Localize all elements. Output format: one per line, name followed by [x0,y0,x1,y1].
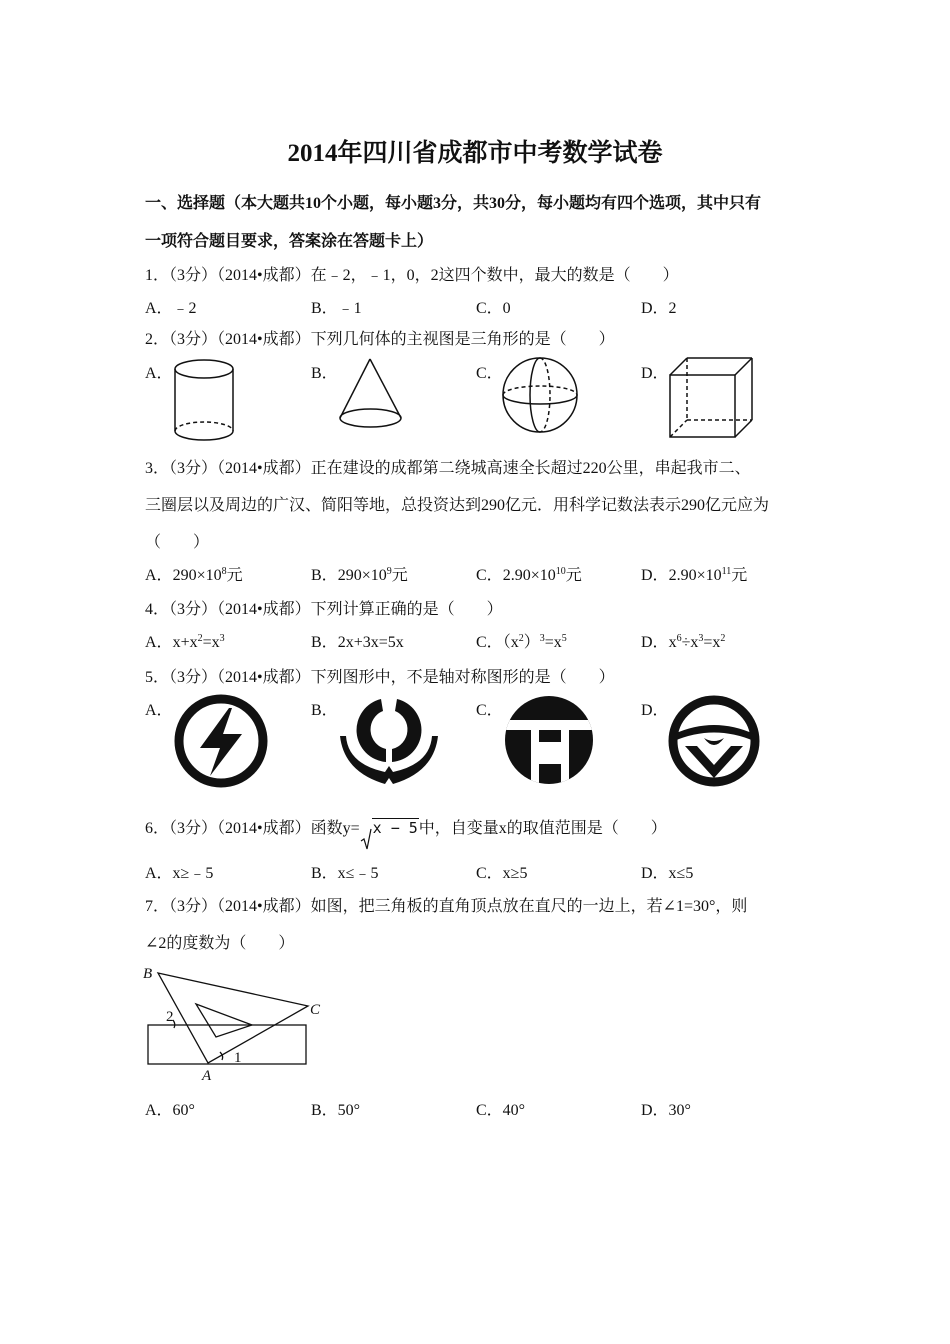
cube-icon [665,355,760,445]
q3-option-b: B．$290\times 10^9$元 [311,566,408,584]
question-6-stem: 6．（3分）（2014•成都）函数y= x − 5中，自变量x的取值范围是（ ） [145,815,667,838]
black-emblem-icon [503,694,597,788]
ring-emblem-icon [340,694,442,790]
q5-option-b: B． [311,702,338,719]
question-1-stem: 1．（3分）（2014•成都）在﹣2，﹣1，0，2这四个数中，最大的数是（ ） [145,267,679,284]
q2-option-d: D． [641,365,669,382]
q7-option-b: B．50° [311,1102,361,1119]
section-heading-line2: 一项符合题目要求，答案涂在答题卡上） [145,233,434,250]
q1-option-a: A．﹣2 [145,300,197,317]
triangle-ruler-figure [140,960,340,1085]
q6-option-b: B．x≤﹣5 [311,865,379,882]
question-7-stem-line2: ∠2的度数为（ ） [145,935,295,952]
cone-icon [335,355,410,440]
v-emblem-icon [667,694,763,790]
page-title: 2014年四川省成都市中考数学试卷 [287,140,663,167]
cylinder-icon [170,355,240,445]
label-C: C [310,1002,321,1018]
q1-option-c: C．0 [476,300,511,317]
q6-option-c: C．x≥5 [476,865,528,882]
question-4-stem: 4．（3分）（2014•成都）下列计算正确的是（ ） [145,601,503,618]
q1-option-d: D．2 [641,300,677,317]
question-7-stem-line1: 7．（3分）（2014•成都）如图，把三角板的直角顶点放在直尺的一边上，若∠1=30°，则 [145,898,748,915]
q1-option-b: B．﹣1 [311,300,362,317]
question-5-stem: 5．（3分）（2014•成都）下列图形中，不是轴对称图形的是（ ） [145,669,615,686]
q3-option-c: C．$2.90\times 10^{10}$元 [476,566,582,584]
q3-option-d: D．$2.90\times 10^{11}$元 [641,566,748,584]
q2-option-a: A． [145,365,173,382]
q6-option-d: D．x≤5 [641,865,694,882]
q6-option-a: A．x≥﹣5 [145,865,214,882]
lightning-logo-icon [174,694,270,790]
question-3-stem-line1: 3．（3分）（2014•成都）正在建设的成都第二绕城高速全长超过220公里，串起我市二、 [145,460,751,477]
q2-option-b: B． [311,365,338,382]
label-B: B [143,966,153,982]
q4-option-a: A．$x+x^2=x^3$ [145,633,225,651]
question-2-stem: 2．（3分）（2014•成都）下列几何体的主视图是三角形的是（ ） [145,331,615,348]
q4-option-b: B．2x+3x=5x [311,634,404,651]
q7-option-c: C．40° [476,1102,526,1119]
label-A: A [202,1068,212,1084]
label-angle-2: 2 [166,1009,174,1025]
q7-option-d: D．30° [641,1102,691,1119]
q3-option-a: A．$290\times 10^8$元 [145,566,243,584]
sphere-icon [500,355,585,440]
question-3-stem-line3: （ ） [145,534,210,551]
q4-option-c: C．$(x^2)^3=x^5$ [476,633,567,651]
q7-option-a: A．60° [145,1102,195,1119]
section-heading-line1: 一、选择题（本大题共10个小题，每小题3分，共30分，每小题均有四个选项，其中只有 [145,195,762,212]
q4-option-d: D．$x^6\div x^3=x^2$ [641,633,726,651]
radicand: x − 5 [372,819,418,837]
q5-option-c: C． [476,702,503,719]
q2-option-c: C． [476,365,503,382]
q5-option-a: A． [145,702,173,719]
q5-option-d: D． [641,702,669,719]
question-3-stem-line2: 三圈层以及周边的广汉、简阳等地，总投资达到290亿元．用科学记数法表示290亿元应为 [145,497,770,514]
label-angle-1: 1 [234,1050,242,1066]
